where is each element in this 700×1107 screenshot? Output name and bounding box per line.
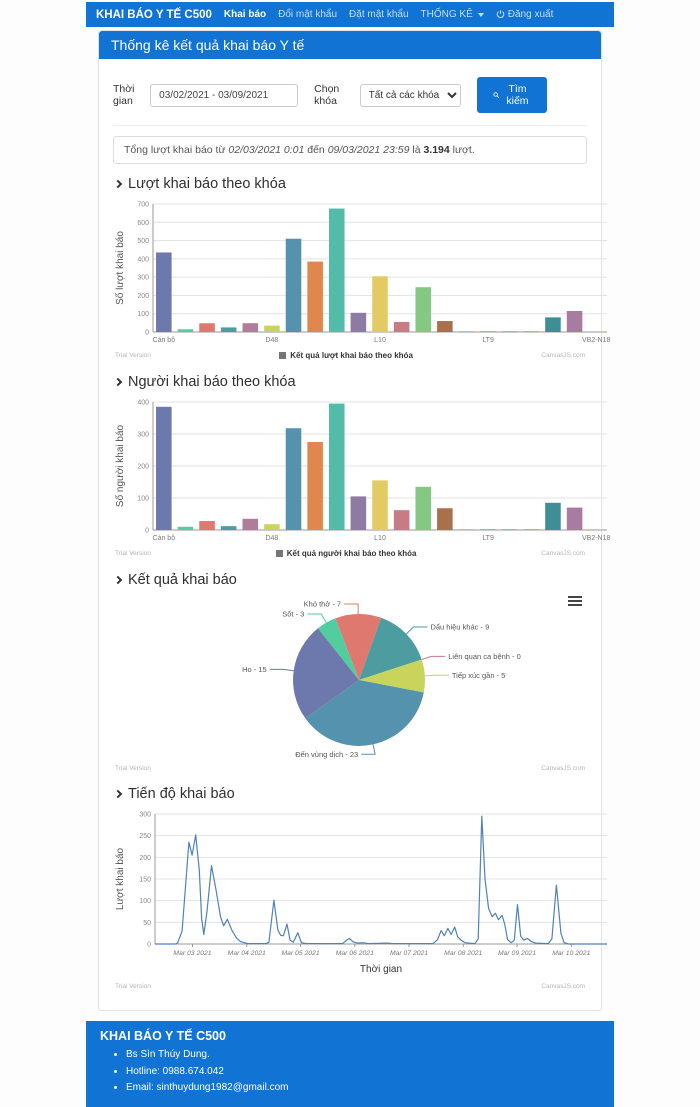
legend-swatch-icon bbox=[276, 550, 283, 557]
course-select[interactable] bbox=[360, 84, 461, 107]
svg-text:0: 0 bbox=[147, 941, 151, 949]
summary-prefix: Tổng lượt khai báo từ bbox=[124, 144, 229, 156]
svg-text:100: 100 bbox=[137, 495, 149, 503]
chart-legend[interactable] bbox=[151, 351, 541, 360]
chart-footer bbox=[113, 983, 587, 994]
trial-version-text: Trial Version bbox=[115, 352, 151, 359]
page-title: Thống kê kết quả khai báo Y tế bbox=[99, 31, 601, 59]
chart-footer bbox=[113, 765, 587, 776]
search-button[interactable] bbox=[477, 77, 547, 113]
svg-text:200: 200 bbox=[137, 292, 149, 300]
summary-suffix: lượt. bbox=[449, 144, 475, 156]
svg-text:300: 300 bbox=[139, 811, 151, 819]
footer-title: KHAI BÁO Y TẾ C500 bbox=[100, 1029, 226, 1043]
svg-text:Tiếp xúc gần - 5: Tiếp xúc gần - 5 bbox=[451, 670, 506, 680]
svg-text:500: 500 bbox=[137, 238, 149, 246]
main-card bbox=[98, 30, 611, 1011]
svg-text:LT9: LT9 bbox=[482, 337, 494, 344]
svg-text:Cán bộ: Cán bộ bbox=[152, 535, 176, 542]
nav-item-dang-xuat[interactable] bbox=[496, 9, 554, 20]
svg-text:LT9: LT9 bbox=[482, 535, 494, 542]
svg-text:150: 150 bbox=[139, 876, 151, 884]
svg-text:0: 0 bbox=[145, 527, 149, 535]
chart-footer bbox=[113, 549, 587, 562]
svg-text:L10: L10 bbox=[374, 337, 386, 344]
svg-text:100: 100 bbox=[137, 311, 149, 319]
svg-text:Lượt khai báo: Lượt khai báo bbox=[115, 847, 126, 911]
nav-item-dat-mat-khau[interactable]: Đặt mật khẩu bbox=[349, 9, 409, 20]
svg-text:D48: D48 bbox=[265, 337, 279, 344]
svg-text:L10: L10 bbox=[374, 535, 386, 542]
svg-text:400: 400 bbox=[137, 256, 149, 264]
svg-text:300: 300 bbox=[137, 274, 149, 282]
canvasjs-credit-link[interactable]: CanvasJS.com bbox=[541, 765, 585, 772]
section-title-label: Tiến độ khai báo bbox=[128, 786, 235, 802]
svg-text:50: 50 bbox=[143, 919, 151, 927]
svg-text:400: 400 bbox=[137, 399, 149, 407]
legend-label: Kết quả lượt khai báo theo khóa bbox=[290, 351, 413, 360]
chart-footer bbox=[113, 351, 587, 364]
nav-item-thong-ke-label: THỐNG KÊ bbox=[420, 9, 473, 20]
time-label: Thời gian bbox=[113, 83, 135, 107]
nav-item-khai-bao[interactable]: Khai báo bbox=[223, 9, 267, 20]
svg-text:Mar 08 2021: Mar 08 2021 bbox=[444, 950, 483, 957]
summary-alert bbox=[113, 136, 587, 164]
svg-text:200: 200 bbox=[139, 854, 151, 862]
footer-item-doctor: • Bs Sìn Thúy Dung. bbox=[126, 1047, 600, 1064]
svg-text:VB2-N18: VB2-N18 bbox=[581, 337, 611, 344]
svg-text:Mar 09 2021: Mar 09 2021 bbox=[497, 950, 537, 957]
filter-row bbox=[113, 69, 587, 123]
line-chart-tien-do bbox=[113, 806, 591, 994]
chevron-right-icon bbox=[114, 180, 122, 188]
footer-list bbox=[100, 1047, 600, 1097]
svg-text:Đến vùng dịch - 23: Đến vùng dịch - 23 bbox=[295, 749, 359, 759]
section-title-label: Lượt khai báo theo khóa bbox=[128, 176, 286, 192]
footer-item-hotline: • Hotline: 0988.674.042 bbox=[126, 1064, 600, 1081]
search-button-label: Tìm kiếm bbox=[506, 83, 529, 107]
svg-text:Cán bộ: Cán bộ bbox=[152, 337, 176, 344]
chevron-right-icon bbox=[114, 378, 122, 386]
svg-text:Sốt - 3: Sốt - 3 bbox=[282, 609, 305, 619]
nav-item-dang-xuat-label: Đăng xuất bbox=[507, 9, 554, 20]
svg-text:Mar 07 2021: Mar 07 2021 bbox=[389, 950, 429, 957]
svg-text:200: 200 bbox=[137, 463, 149, 471]
trial-version-text: Trial Version bbox=[115, 983, 151, 990]
svg-text:Số người khai báo: Số người khai báo bbox=[115, 424, 126, 508]
svg-text:300: 300 bbox=[137, 431, 149, 439]
bar-chart-canvas bbox=[113, 196, 611, 351]
section-title-tien-do-khai-bao[interactable] bbox=[115, 786, 587, 802]
svg-text:Mar 10 2021: Mar 10 2021 bbox=[552, 950, 591, 957]
section-title-luot-khai-bao[interactable] bbox=[115, 176, 587, 192]
divider bbox=[113, 125, 587, 126]
top-navbar bbox=[86, 2, 614, 27]
legend-swatch-icon bbox=[279, 352, 286, 359]
section-title-nguoi-khai-bao[interactable] bbox=[115, 374, 587, 390]
nav-item-doi-mat-khau[interactable]: Đổi mật khẩu bbox=[278, 9, 338, 20]
brand-title[interactable]: KHAI BÁO Y TẾ C500 bbox=[96, 8, 212, 21]
canvasjs-credit-link[interactable]: CanvasJS.com bbox=[541, 983, 585, 990]
section-title-label: Kết quả khai báo bbox=[128, 572, 237, 588]
svg-text:Số lượt khai báo: Số lượt khai báo bbox=[115, 231, 126, 305]
legend-label: Kết quả người khai báo theo khóa bbox=[286, 549, 417, 558]
canvasjs-credit-link[interactable]: CanvasJS.com bbox=[541, 550, 585, 557]
search-icon bbox=[493, 90, 499, 100]
card-body bbox=[99, 59, 611, 1010]
footer-item-email[interactable]: • Email: sinthuydung1982@gmail.com bbox=[126, 1080, 600, 1097]
chart-menu-icon[interactable] bbox=[567, 594, 583, 608]
chart-legend[interactable] bbox=[151, 549, 541, 558]
svg-text:Khó thở - 7: Khó thở - 7 bbox=[303, 599, 342, 609]
section-title-label: Người khai báo theo khóa bbox=[128, 374, 296, 390]
summary-la: là bbox=[409, 144, 424, 156]
chevron-right-icon bbox=[114, 576, 122, 584]
summary-total: 3.194 bbox=[423, 144, 450, 156]
pie-chart-ket-qua bbox=[113, 592, 587, 776]
svg-text:Thời gian: Thời gian bbox=[359, 964, 403, 975]
pie-chart-canvas bbox=[113, 592, 587, 765]
chevron-down-icon bbox=[478, 13, 484, 17]
svg-text:250: 250 bbox=[139, 833, 151, 841]
svg-text:600: 600 bbox=[137, 219, 149, 227]
line-chart-canvas bbox=[113, 806, 591, 983]
svg-text:VB2-N18: VB2-N18 bbox=[581, 535, 611, 542]
summary-date-to: 09/03/2021 23:59 bbox=[327, 144, 410, 156]
svg-text:D48: D48 bbox=[265, 535, 279, 542]
power-icon bbox=[496, 10, 505, 19]
svg-text:Mar 03 2021: Mar 03 2021 bbox=[173, 950, 212, 957]
svg-text:100: 100 bbox=[139, 898, 151, 906]
svg-text:Mar 04 2021: Mar 04 2021 bbox=[227, 950, 266, 957]
bar-chart-nguoi-khai-bao bbox=[113, 394, 611, 562]
svg-text:0: 0 bbox=[145, 329, 149, 337]
bar-chart-canvas bbox=[113, 394, 611, 549]
section-title-ket-qua-khai-bao[interactable] bbox=[115, 572, 587, 588]
canvasjs-credit-link[interactable]: CanvasJS.com bbox=[541, 352, 585, 359]
svg-text:Dấu hiệu khác - 9: Dấu hiệu khác - 9 bbox=[430, 622, 490, 632]
svg-text:Ho - 15: Ho - 15 bbox=[242, 664, 267, 674]
nav-item-thong-ke[interactable] bbox=[421, 9, 484, 20]
summary-mid: đến bbox=[304, 144, 328, 156]
trial-version-text: Trial Version bbox=[115, 550, 151, 557]
summary-date-from: 02/03/2021 0:01 bbox=[228, 144, 305, 156]
date-range-input[interactable] bbox=[150, 84, 298, 107]
course-label: Chọn khóa bbox=[314, 83, 340, 107]
svg-text:Mar 05 2021: Mar 05 2021 bbox=[281, 950, 320, 957]
chevron-right-icon bbox=[114, 790, 122, 798]
svg-text:Mar 06 2021: Mar 06 2021 bbox=[335, 950, 374, 957]
bar-chart-luot-khai-bao bbox=[113, 196, 611, 364]
page-wrapper bbox=[86, 2, 614, 1107]
svg-text:700: 700 bbox=[137, 201, 149, 209]
site-footer bbox=[86, 1021, 614, 1107]
trial-version-text: Trial Version bbox=[115, 765, 151, 772]
svg-text:Liên quan ca bệnh - 0: Liên quan ca bệnh - 0 bbox=[448, 651, 521, 661]
